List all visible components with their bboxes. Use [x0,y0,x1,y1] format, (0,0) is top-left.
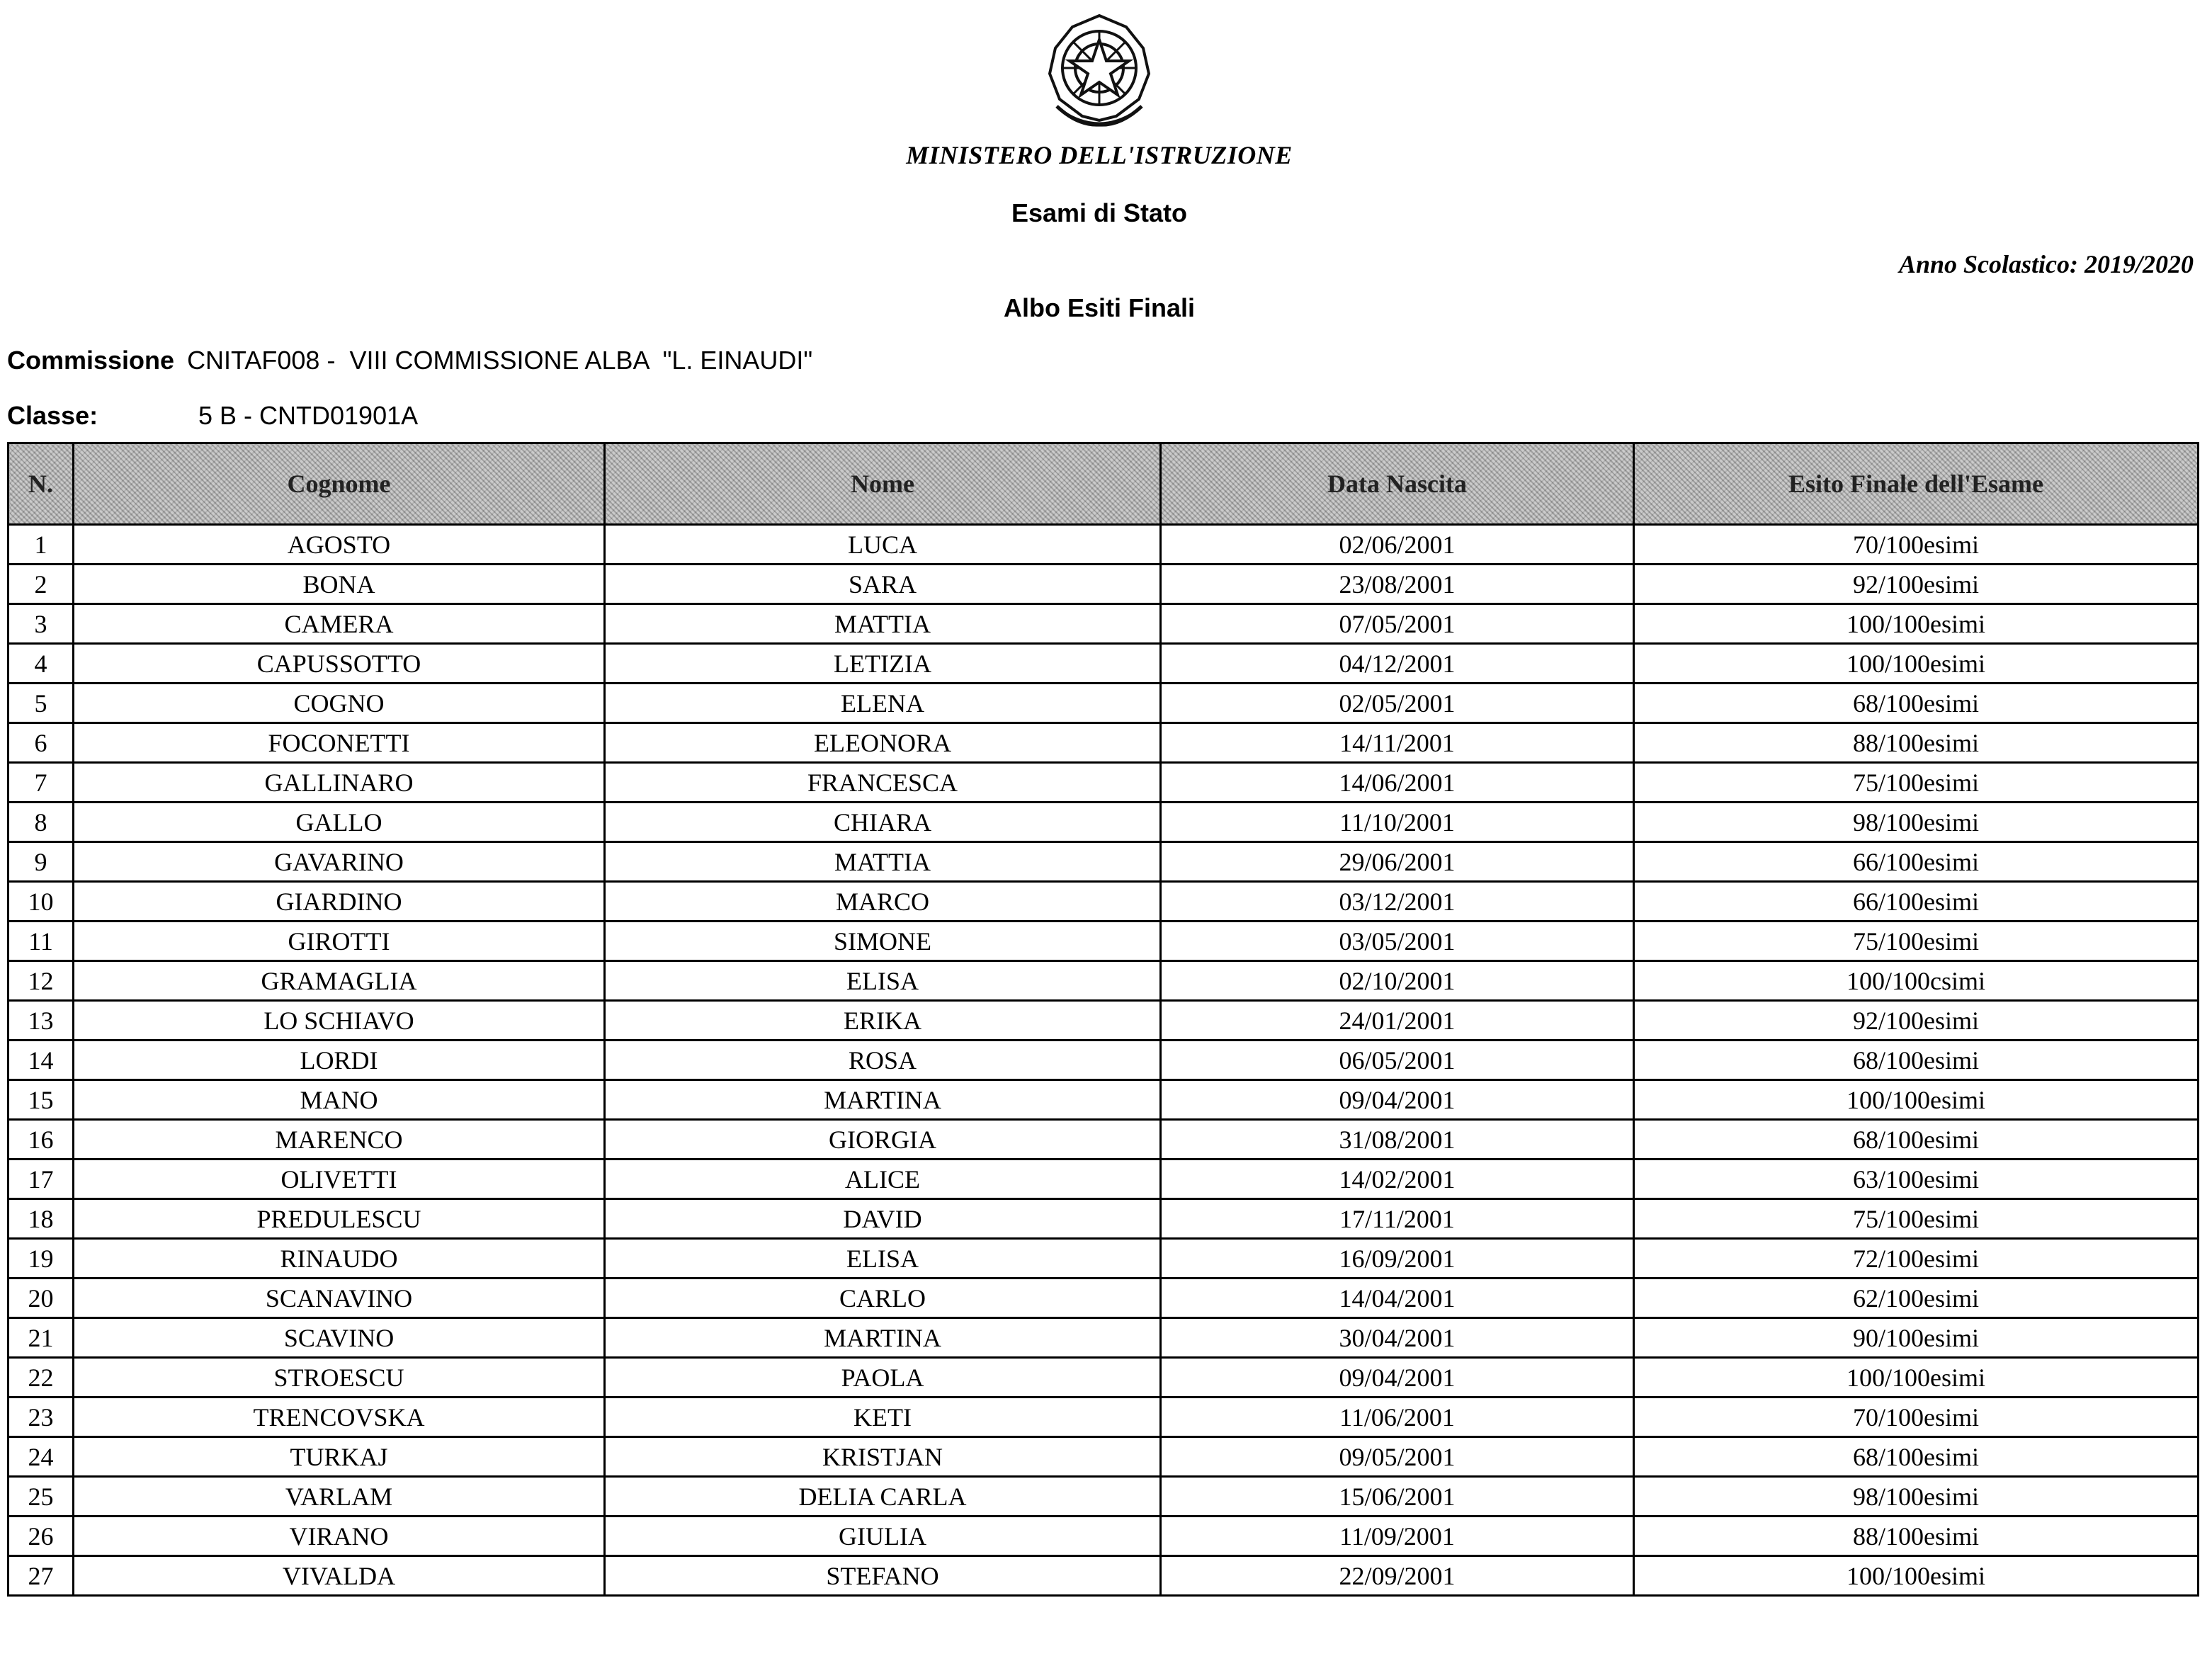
surname-cell: SCAVINO [74,1318,605,1358]
name-cell: MATTIA [605,604,1161,644]
table-row [8,604,2199,644]
row-number: 11 [8,922,74,961]
final-result-cell: 75/100esimi [1634,1199,2199,1239]
birth-date-cell: 30/04/2001 [1161,1318,1634,1358]
birth-date-cell: 22/09/2001 [1161,1556,1634,1596]
name-cell: LUCA [605,525,1161,565]
results-table-container [7,442,2197,1597]
table-row [8,1160,2199,1199]
birth-date-cell: 11/10/2001 [1161,803,1634,842]
surname-cell: SCANAVINO [74,1279,605,1318]
row-number: 14 [8,1041,74,1080]
birth-date-cell: 14/02/2001 [1161,1160,1634,1199]
row-number: 15 [8,1080,74,1120]
table-row [8,644,2199,684]
birth-date-cell: 17/11/2001 [1161,1199,1634,1239]
column-header-number: N. [8,443,74,525]
final-result-cell: 68/100esimi [1634,1041,2199,1080]
surname-cell: VIVALDA [74,1556,605,1596]
name-cell: ROSA [605,1041,1161,1080]
surname-cell: CAMERA [74,604,605,644]
birth-date-cell: 02/05/2001 [1161,684,1634,723]
final-result-cell: 72/100esimi [1634,1239,2199,1279]
final-result-cell: 88/100esimi [1634,1517,2199,1556]
table-row [8,684,2199,723]
table-row [8,1239,2199,1279]
final-result-cell: 70/100esimi [1634,1398,2199,1437]
table-row [8,1517,2199,1556]
surname-cell: VARLAM [74,1477,605,1517]
name-cell: MARTINA [605,1080,1161,1120]
surname-cell: GAVARINO [74,842,605,882]
name-cell: ERIKA [605,1001,1161,1041]
birth-date-cell: 06/05/2001 [1161,1041,1634,1080]
surname-cell: MARENCO [74,1120,605,1160]
birth-date-cell: 09/04/2001 [1161,1080,1634,1120]
table-row [8,1358,2199,1398]
table-row [8,922,2199,961]
row-number: 20 [8,1279,74,1318]
table-row [8,763,2199,803]
name-cell: MARCO [605,882,1161,922]
row-number: 18 [8,1199,74,1239]
name-cell: DAVID [605,1199,1161,1239]
birth-date-cell: 14/11/2001 [1161,723,1634,763]
surname-cell: TURKAJ [74,1437,605,1477]
class-label: Classe: [7,401,98,430]
name-cell: PAOLA [605,1358,1161,1398]
surname-cell: PREDULESCU [74,1199,605,1239]
name-cell: LETIZIA [605,644,1161,684]
final-result-cell: 66/100esimi [1634,882,2199,922]
final-result-cell: 92/100esimi [1634,1001,2199,1041]
name-cell: KRISTJAN [605,1437,1161,1477]
table-row [8,723,2199,763]
surname-cell: GIARDINO [74,882,605,922]
row-number: 5 [8,684,74,723]
surname-cell: BONA [74,565,605,604]
final-result-cell: 98/100esimi [1634,1477,2199,1517]
final-result-cell: 63/100esimi [1634,1160,2199,1199]
surname-cell: STROESCU [74,1358,605,1398]
table-row [8,1556,2199,1596]
name-cell: MATTIA [605,842,1161,882]
final-result-cell: 70/100esimi [1634,525,2199,565]
birth-date-cell: 03/12/2001 [1161,882,1634,922]
commission-line [7,346,812,375]
name-cell: ELISA [605,961,1161,1001]
italian-republic-emblem-icon [1036,6,1163,133]
row-number: 2 [8,565,74,604]
birth-date-cell: 23/08/2001 [1161,565,1634,604]
name-cell: ELENA [605,684,1161,723]
row-number: 23 [8,1398,74,1437]
final-result-cell: 75/100esimi [1634,922,2199,961]
column-header-final-result: Esito Finale dell'Esame [1634,443,2199,525]
surname-cell: FOCONETTI [74,723,605,763]
final-result-cell: 68/100esimi [1634,684,2199,723]
row-number: 25 [8,1477,74,1517]
birth-date-cell: 11/09/2001 [1161,1517,1634,1556]
name-cell: ALICE [605,1160,1161,1199]
row-number: 22 [8,1358,74,1398]
row-number: 9 [8,842,74,882]
row-number: 24 [8,1437,74,1477]
table-row [8,882,2199,922]
birth-date-cell: 09/04/2001 [1161,1358,1634,1398]
table-row [8,1318,2199,1358]
name-cell: KETI [605,1398,1161,1437]
name-cell: STEFANO [605,1556,1161,1596]
birth-date-cell: 09/05/2001 [1161,1437,1634,1477]
surname-cell: GRAMAGLIA [74,961,605,1001]
row-number: 8 [8,803,74,842]
class-value: 5 B - CNTD01901A [198,401,419,430]
final-result-cell: 75/100esimi [1634,763,2199,803]
table-row [8,1120,2199,1160]
row-number: 19 [8,1239,74,1279]
surname-cell: GALLO [74,803,605,842]
commission-label: Commissione [7,346,175,375]
table-row [8,961,2199,1001]
results-table-body [8,525,2199,1596]
row-number: 21 [8,1318,74,1358]
birth-date-cell: 16/09/2001 [1161,1239,1634,1279]
surname-cell: GIROTTI [74,922,605,961]
birth-date-cell: 31/08/2001 [1161,1120,1634,1160]
surname-cell: OLIVETTI [74,1160,605,1199]
column-header-birth-date: Data Nascita [1161,443,1634,525]
surname-cell: LO SCHIAVO [74,1001,605,1041]
name-cell: GIULIA [605,1517,1161,1556]
exams-heading: Esami di Stato [1011,198,1188,227]
row-number: 7 [8,763,74,803]
final-result-cell: 100/100esimi [1634,1358,2199,1398]
table-row [8,1001,2199,1041]
surname-cell: MANO [74,1080,605,1120]
surname-cell: CAPUSSOTTO [74,644,605,684]
final-result-cell: 92/100esimi [1634,565,2199,604]
surname-cell: GALLINARO [74,763,605,803]
final-result-cell: 88/100esimi [1634,723,2199,763]
final-result-cell: 100/100esimi [1634,1556,2199,1596]
final-result-cell: 90/100esimi [1634,1318,2199,1358]
final-result-cell: 68/100esimi [1634,1437,2199,1477]
name-cell: MARTINA [605,1318,1161,1358]
table-row [8,1398,2199,1437]
row-number: 10 [8,882,74,922]
table-row [8,842,2199,882]
birth-date-cell: 29/06/2001 [1161,842,1634,882]
results-table [7,442,2199,1597]
final-result-cell: 66/100esimi [1634,842,2199,882]
birth-date-cell: 24/01/2001 [1161,1001,1634,1041]
row-number: 13 [8,1001,74,1041]
table-row [8,525,2199,565]
final-result-cell: 100/100esimi [1634,604,2199,644]
birth-date-cell: 03/05/2001 [1161,922,1634,961]
column-header-name: Nome [605,443,1161,525]
name-cell: FRANCESCA [605,763,1161,803]
birth-date-cell: 04/12/2001 [1161,644,1634,684]
document-title: Albo Esiti Finali [1003,293,1196,322]
school-year: Anno Scolastico: 2019/2020 [1898,250,2194,278]
row-number: 12 [8,961,74,1001]
name-cell: ELEONORA [605,723,1161,763]
table-row [8,1477,2199,1517]
class-line [7,401,418,431]
name-cell: ELISA [605,1239,1161,1279]
surname-cell: VIRANO [74,1517,605,1556]
final-result-cell: 98/100esimi [1634,803,2199,842]
birth-date-cell: 07/05/2001 [1161,604,1634,644]
name-cell: CHIARA [605,803,1161,842]
birth-date-cell: 02/06/2001 [1161,525,1634,565]
column-header-surname: Cognome [74,443,605,525]
row-number: 6 [8,723,74,763]
name-cell: GIORGIA [605,1120,1161,1160]
surname-cell: AGOSTO [74,525,605,565]
birth-date-cell: 15/06/2001 [1161,1477,1634,1517]
birth-date-cell: 14/06/2001 [1161,763,1634,803]
name-cell: CARLO [605,1279,1161,1318]
surname-cell: LORDI [74,1041,605,1080]
table-row [8,1279,2199,1318]
final-result-cell: 100/100csimi [1634,961,2199,1001]
table-row [8,1041,2199,1080]
table-row [8,1080,2199,1120]
row-number: 27 [8,1556,74,1596]
birth-date-cell: 02/10/2001 [1161,961,1634,1001]
table-header-row [8,443,2199,525]
final-result-cell: 62/100esimi [1634,1279,2199,1318]
final-result-cell: 68/100esimi [1634,1120,2199,1160]
birth-date-cell: 14/04/2001 [1161,1279,1634,1318]
table-row [8,1199,2199,1239]
ministry-heading: MINISTERO DELL'ISTRUZIONE [906,141,1293,169]
birth-date-cell: 11/06/2001 [1161,1398,1634,1437]
table-row [8,1437,2199,1477]
surname-cell: COGNO [74,684,605,723]
row-number: 26 [8,1517,74,1556]
name-cell: SARA [605,565,1161,604]
row-number: 16 [8,1120,74,1160]
table-row [8,803,2199,842]
row-number: 1 [8,525,74,565]
final-result-cell: 100/100esimi [1634,644,2199,684]
commission-value: CNITAF008 - VIII COMMISSIONE ALBA "L. EINAUDI" [187,346,813,375]
row-number: 17 [8,1160,74,1199]
name-cell: DELIA CARLA [605,1477,1161,1517]
name-cell: SIMONE [605,922,1161,961]
final-result-cell: 100/100esimi [1634,1080,2199,1120]
row-number: 3 [8,604,74,644]
table-row [8,565,2199,604]
row-number: 4 [8,644,74,684]
surname-cell: TRENCOVSKA [74,1398,605,1437]
surname-cell: RINAUDO [74,1239,605,1279]
